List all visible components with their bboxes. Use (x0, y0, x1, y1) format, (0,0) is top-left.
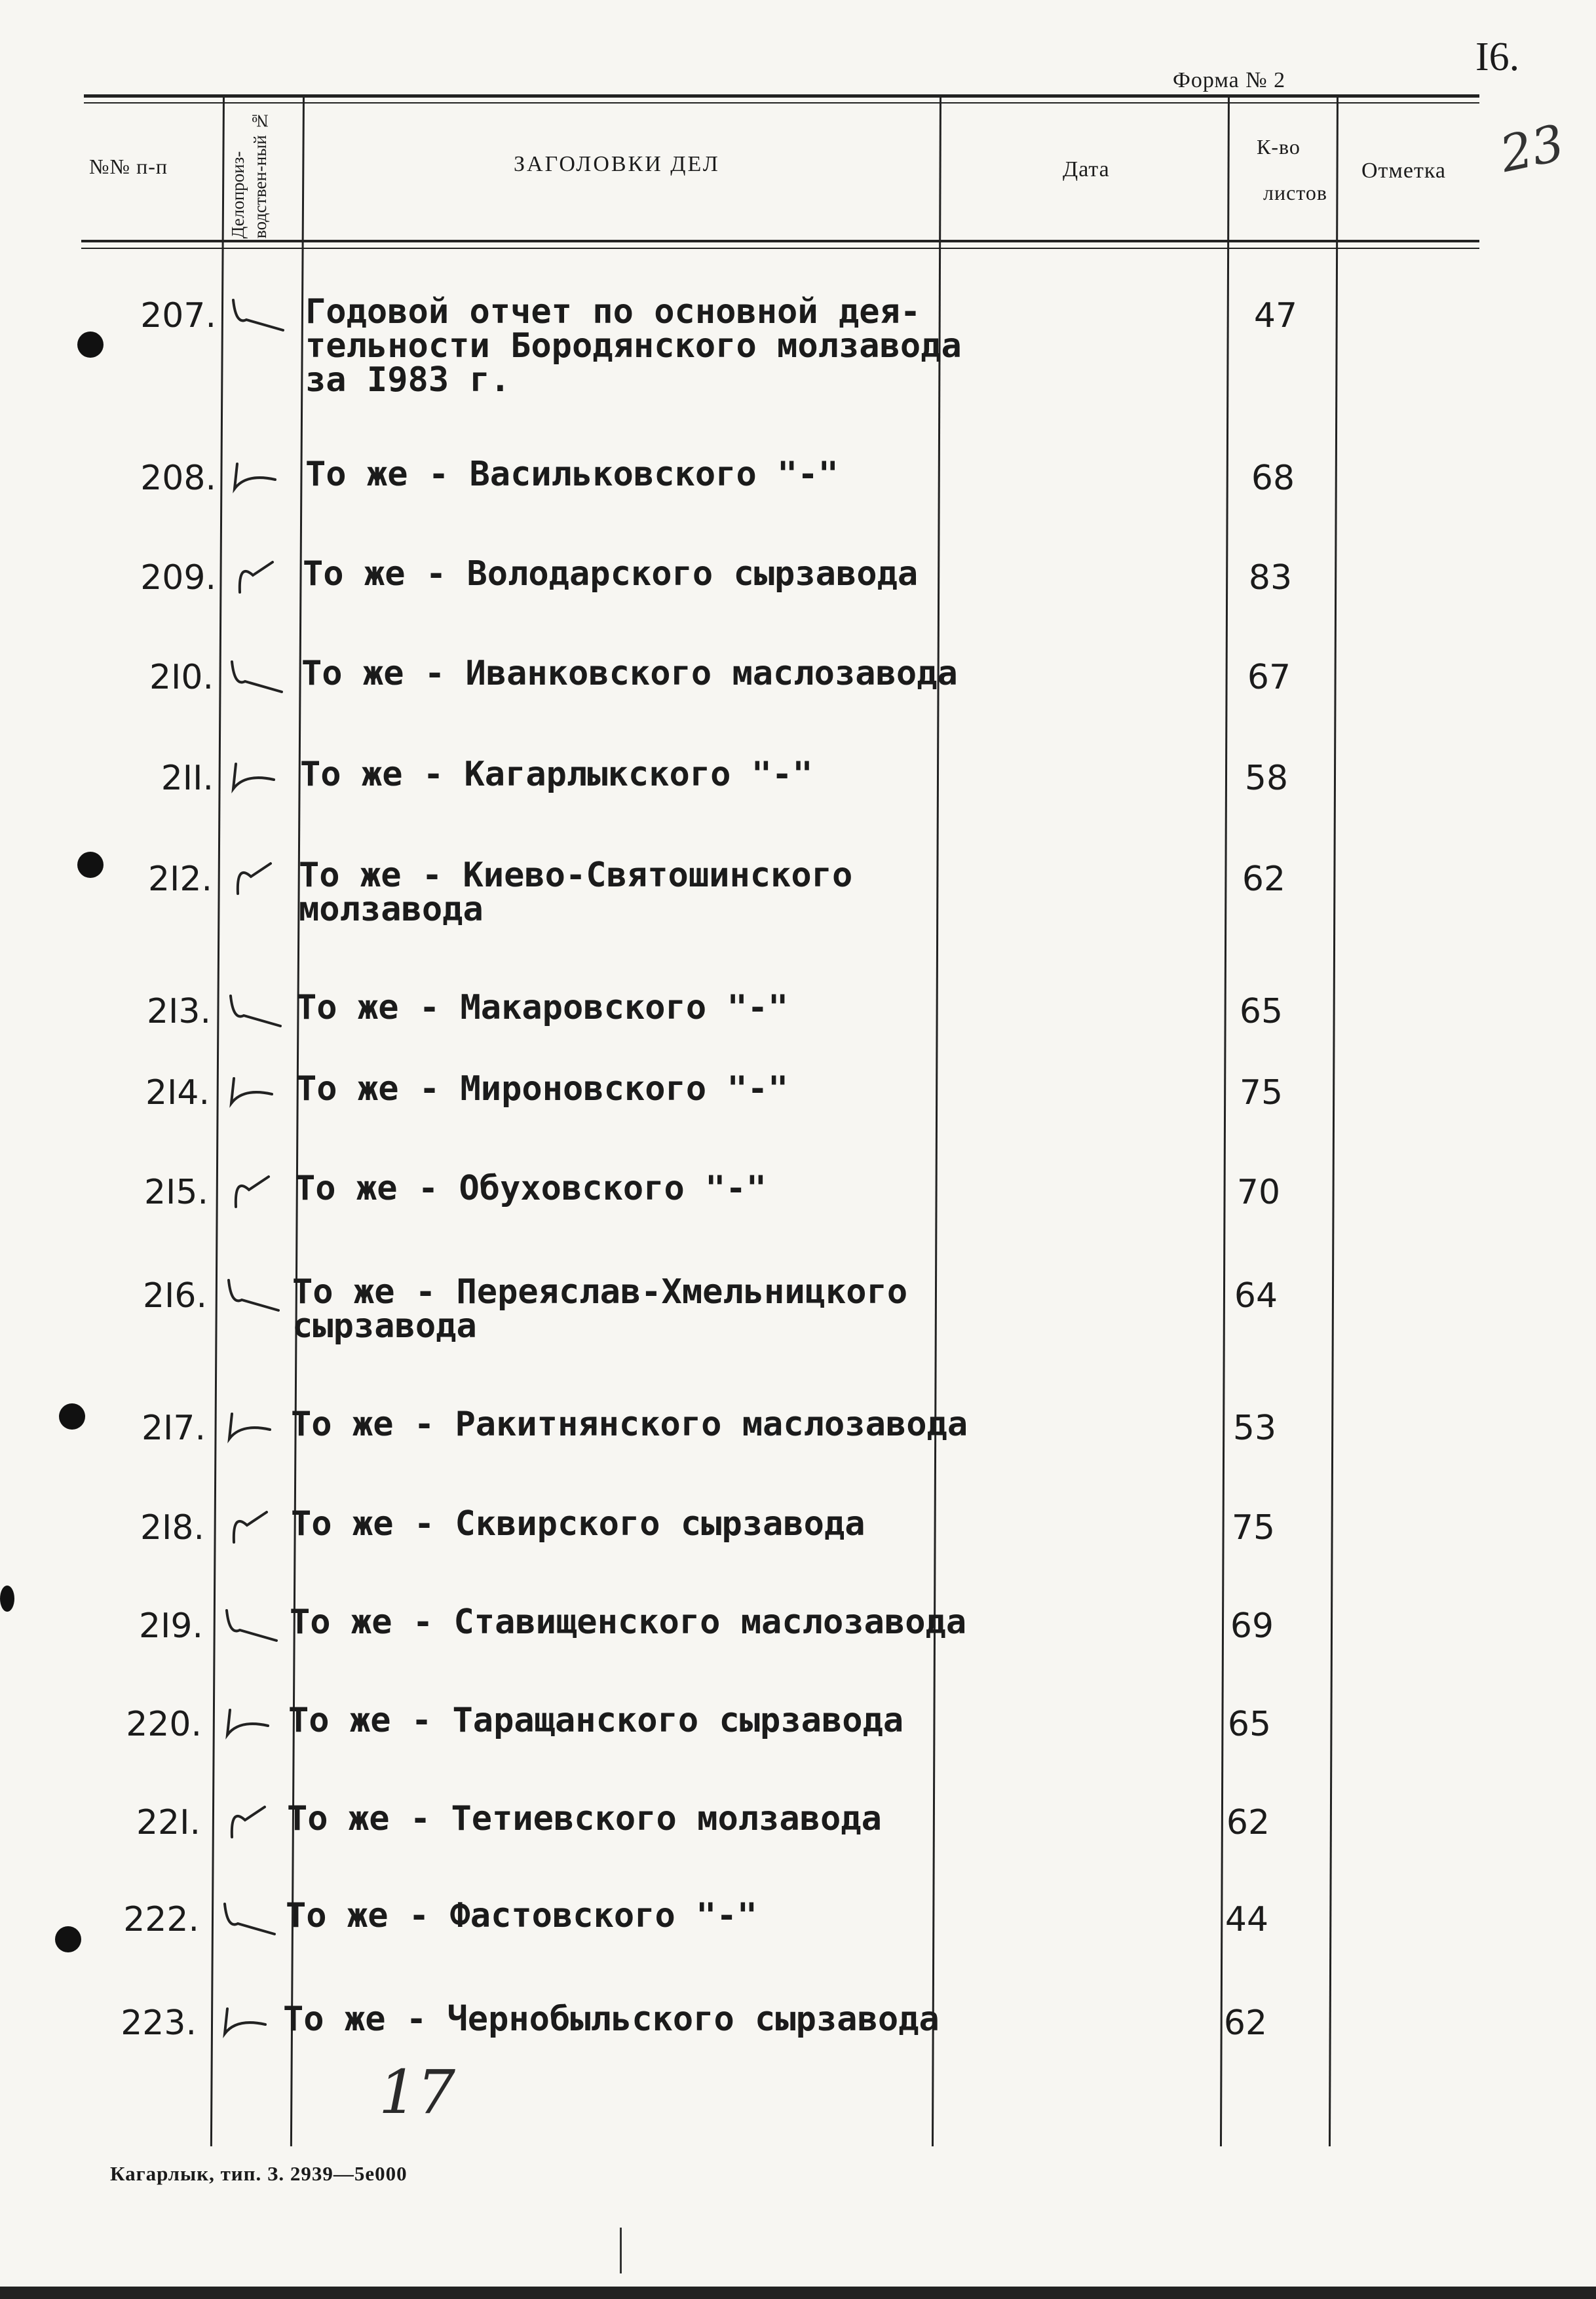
check-mark-icon (218, 1897, 284, 1950)
row-sheets-count: 64 (1234, 1276, 1278, 1316)
check-mark-icon (221, 1506, 286, 1558)
row-sheets-count: 62 (1242, 860, 1286, 899)
check-mark-icon (220, 1604, 286, 1656)
scan-edge (0, 2287, 1596, 2299)
row-sheets-count: 58 (1244, 759, 1289, 798)
row-number: 22I. (136, 1803, 200, 1842)
scan-speck (620, 2228, 622, 2273)
row-title: То же - Мироновского "-" (296, 1069, 789, 1109)
row-number: 220. (126, 1705, 202, 1744)
row-sheets-count: 65 (1227, 1705, 1272, 1744)
check-mark-icon (225, 756, 291, 808)
row-number: 2I3. (146, 992, 211, 1031)
row-title: То же - Макаровского "-" (296, 988, 789, 1027)
row-sheets-count: 75 (1231, 1508, 1276, 1548)
header-top-rule (84, 94, 1479, 98)
check-mark-icon (222, 1274, 288, 1326)
column-divider-sheets (1329, 96, 1339, 2146)
header-bottom-rule-thin (81, 248, 1479, 249)
row-title: То же - Переяслав-Хмельницкого сырзавода (292, 1272, 908, 1346)
header-date: Дата (1063, 157, 1110, 181)
header-office-no: Делопроиз-водствен-ный № (228, 111, 270, 238)
row-title: То же - Володарского сырзавода (303, 554, 919, 594)
column-divider-title (932, 96, 941, 2146)
row-title: То же - Обуховского "-" (295, 1169, 767, 1208)
row-number: 222. (123, 1900, 199, 1939)
row-number: 209. (140, 558, 216, 598)
row-sheets-count: 53 (1232, 1409, 1277, 1448)
header-bottom-rule (81, 240, 1479, 242)
handwritten-total: 17 (379, 2057, 456, 2127)
row-sheets-count: 44 (1225, 1900, 1269, 1939)
check-mark-icon (223, 1170, 288, 1223)
row-number: 2I8. (140, 1508, 204, 1548)
row-number: 2II. (161, 759, 214, 798)
header-titles: ЗАГОЛОВКИ ДЕЛ (514, 152, 720, 176)
punch-hole (77, 852, 104, 878)
row-title: То же - Чернобыльского сырзавода (283, 2000, 940, 2039)
row-title: Годовой отчет по основной дея- тельности Бородянского молзавода за I983 г. (305, 292, 962, 400)
row-sheets-count: 67 (1247, 658, 1291, 697)
handwritten-archive-number: 23 (1494, 113, 1569, 184)
row-title: То же - Кагарлыкского "-" (300, 755, 813, 794)
check-mark-icon (217, 2001, 282, 2053)
row-number: 2I9. (138, 1606, 203, 1646)
check-mark-icon (223, 1071, 289, 1123)
row-title: То же - Фастовского "-" (286, 1896, 758, 1935)
row-title: То же - Тетиевского молзавода (287, 1799, 882, 1838)
punch-hole (0, 1586, 14, 1612)
punch-hole (55, 1926, 81, 1952)
row-number: 2I0. (149, 658, 214, 697)
header-mark: Отметка (1361, 159, 1446, 183)
row-title: То же - Таращанского сырзавода (288, 1701, 904, 1740)
row-sheets-count: 70 (1236, 1173, 1281, 1212)
row-title: То же - Ракитнянского маслозавода (291, 1405, 968, 1444)
row-number: 207. (140, 296, 216, 335)
header-sheets-top: К-во (1257, 135, 1301, 159)
row-sheets-count: 47 (1253, 296, 1298, 335)
row-title: То же - Сквирского сырзавода (291, 1504, 865, 1544)
check-mark-icon (225, 655, 291, 708)
row-number: 2I6. (142, 1276, 207, 1316)
row-number: 208. (140, 459, 216, 498)
row-sheets-count: 62 (1226, 1803, 1270, 1842)
row-title: То же - Иванковского маслозавода (301, 654, 958, 693)
row-sheets-count: 83 (1248, 558, 1293, 598)
punch-hole (77, 332, 104, 358)
form-label: Форма № 2 (1173, 68, 1286, 92)
row-title: То же - Ставищенского маслозавода (290, 1603, 967, 1642)
check-mark-icon (219, 1800, 284, 1853)
row-number: 223. (121, 2004, 197, 2043)
row-sheets-count: 69 (1230, 1606, 1274, 1646)
header-sheets-bottom: листов (1263, 181, 1327, 204)
header-num: №№ п-п (89, 155, 168, 178)
row-title: То же - Киево-Святошинского молзавода (299, 856, 853, 929)
check-mark-icon (225, 857, 290, 909)
row-title: То же - Васильковского "-" (305, 455, 839, 494)
row-sheets-count: 62 (1223, 2004, 1268, 2043)
check-mark-icon (227, 294, 292, 346)
row-sheets-count: 65 (1239, 992, 1283, 1031)
printer-footer: Кагарлык, тип. З. 2939—5е000 (110, 2162, 408, 2185)
page-number: I6. (1475, 35, 1520, 79)
row-number: 2I2. (147, 860, 212, 899)
check-mark-icon (219, 1702, 285, 1755)
row-sheets-count: 75 (1239, 1073, 1283, 1112)
row-number: 2I4. (145, 1073, 210, 1112)
punch-hole (59, 1403, 85, 1430)
check-mark-icon (224, 989, 290, 1042)
check-mark-icon (221, 1406, 287, 1458)
row-number: 2I5. (143, 1173, 208, 1212)
row-sheets-count: 68 (1251, 459, 1295, 498)
check-mark-icon (227, 556, 292, 608)
check-mark-icon (227, 456, 292, 508)
row-number: 2I7. (141, 1409, 206, 1448)
column-divider-office (290, 96, 305, 2146)
